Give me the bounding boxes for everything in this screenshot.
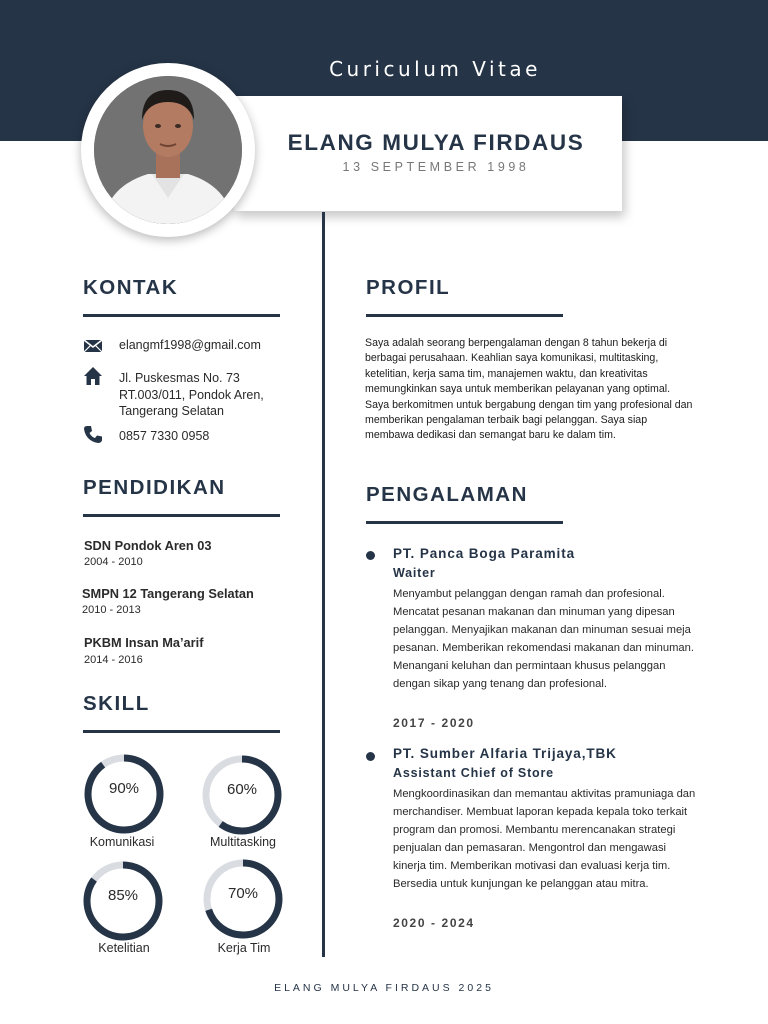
- skill-percent: 90%: [108, 780, 140, 797]
- contact-phone: 0857 7330 0958: [119, 429, 210, 443]
- name-card: [234, 96, 622, 211]
- section-rule-profile: [366, 314, 563, 317]
- document-title: Curiculum Vitae: [329, 57, 541, 81]
- birth-date: 13 SEPTEMBER 1998: [342, 160, 530, 174]
- job-company: PT. Sumber Alfaria Trijaya,TBK: [393, 746, 617, 761]
- skill-name: Kerja Tim: [217, 941, 271, 955]
- job-period: 2020 - 2024: [393, 916, 475, 930]
- section-rule-education: [83, 514, 280, 517]
- skill-gauge: [200, 753, 284, 837]
- job-bullet: [366, 752, 375, 761]
- section-title-skills: SKILL: [83, 692, 150, 715]
- skill-gauge: [82, 752, 166, 836]
- profile-summary: Saya adalah seorang berpengalaman dengan 8 tahun bekerja di berbagai perusahaan. Keahlian saya komunikasi, multitasking, ketelitian, kerja sama tim, manajemen waktu, dan kreativitas memungkinkan saya untuk memberikan pelayanan yang optimal. Saya berkomitmen untuk bergabung dengan tim yang profesional dan memberikan pengalaman terbaik bagi pelanggan. Saya siap membawa dedikasi dan semangat baru ke dalam tim.: [365, 337, 693, 442]
- skill-percent: 60%: [226, 781, 258, 798]
- address-line: Tangerang Selatan: [119, 404, 224, 418]
- section-rule-experience: [366, 521, 563, 524]
- address-line: Jl. Puskesmas No. 73: [119, 371, 240, 385]
- skill-name: Multitasking: [210, 835, 276, 849]
- section-title-education: PENDIDIKAN: [83, 476, 226, 499]
- profile-photo-frame: [81, 63, 255, 237]
- job-role: Waiter: [393, 566, 436, 580]
- envelope-icon: [83, 336, 103, 356]
- section-title-experience: PENGALAMAN: [366, 483, 528, 506]
- education-school: SDN Pondok Aren 03: [84, 538, 212, 553]
- address-line: RT.003/011, Pondok Aren,: [119, 387, 264, 402]
- section-rule-contact: [83, 314, 280, 317]
- job-company: PT. Panca Boga Paramita: [393, 546, 576, 561]
- education-years: 2014 - 2016: [84, 654, 143, 666]
- skill-percent: 70%: [227, 885, 259, 902]
- contact-email: elangmf1998@gmail.com: [119, 338, 261, 352]
- job-period: 2017 - 2020: [393, 716, 475, 730]
- section-title-profile: PROFIL: [366, 276, 451, 299]
- profile-photo: [94, 76, 242, 224]
- phone-icon: [83, 424, 103, 444]
- section-rule-skills: [83, 730, 280, 733]
- skill-gauge: [81, 859, 165, 943]
- education-school: SMPN 12 Tangerang Selatan: [82, 586, 254, 601]
- job-description: Menyambut pelanggan dengan ramah dan profesional. Mencatat pesanan makanan dan minuman yang dipesan pelanggan. Menyajikan makanan dan minuman sesuai meja pesanan. Memberikan rekomendasi makanan dan minuman. Menangani keluhan dan permintaan khusus pelanggan dengan sikap yang tenang dan profesional.: [393, 588, 694, 690]
- education-years: 2004 - 2010: [84, 556, 143, 568]
- job-bullet: [366, 551, 375, 560]
- education-school: PKBM Insan Ma’arif: [84, 635, 204, 650]
- skill-gauge: [201, 857, 285, 941]
- home-icon: [83, 366, 103, 386]
- contact-address: [119, 370, 264, 420]
- skill-name: Komunikasi: [89, 835, 155, 849]
- education-years: 2010 - 2013: [82, 604, 141, 616]
- job-role: Assistant Chief of Store: [393, 766, 554, 780]
- section-title-contact: KONTAK: [83, 276, 179, 299]
- footer-text: ELANG MULYA FIRDAUS 2025: [274, 982, 494, 994]
- skill-name: Ketelitian: [98, 941, 150, 955]
- column-divider: [322, 212, 325, 957]
- full-name: ELANG MULYA FIRDAUS: [287, 130, 585, 155]
- job-description: Mengkoordinasikan dan memantau aktivitas pramuniaga dan merchandiser. Membuat laporan kepada kepala toko terkait program dan promosi. Membantu merencanakan strategi penjualan dan pemasaran. Mengontrol dan mengawasi kinerja tim. Memberikan motivasi dan evaluasi kerja tim. Bersedia untuk kunjungan ke pelanggan atau mitra.: [393, 788, 696, 890]
- skill-percent: 85%: [107, 887, 139, 904]
